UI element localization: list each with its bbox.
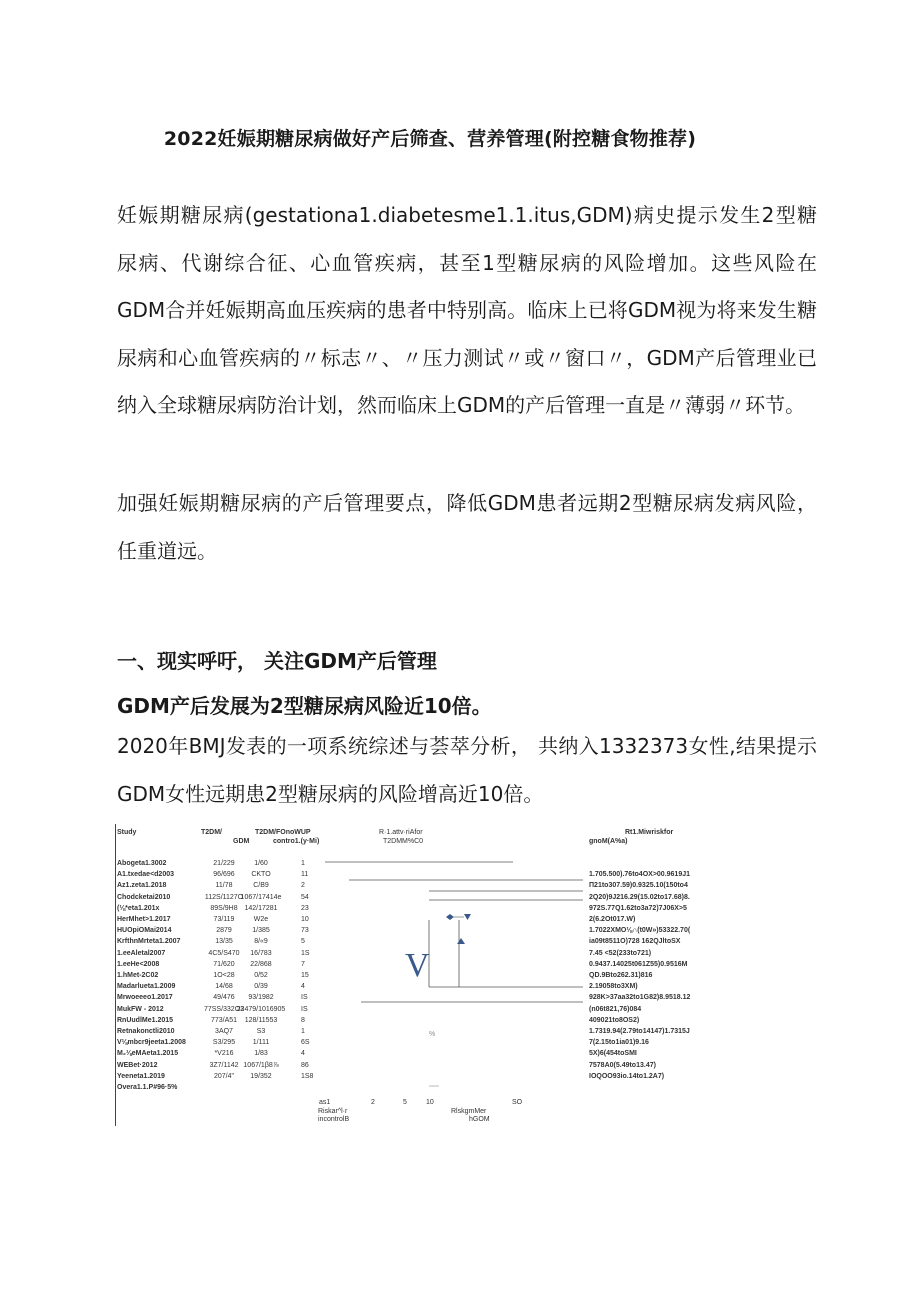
- followup-years: 7: [301, 960, 305, 968]
- control-count: 22/868: [250, 960, 272, 968]
- study-name: Yeeneta1.2019: [117, 1072, 165, 1080]
- point-marker-2: [464, 914, 471, 920]
- followup-years: 86: [301, 1061, 309, 1069]
- axis-tick-5: 5: [403, 1099, 407, 1106]
- summary-paragraph: 加强妊娠期糖尿病的产后管理要点，降低GDM患者远期2型糖尿病发病风险，任重道远。: [117, 491, 817, 563]
- followup-years: 11: [301, 871, 309, 879]
- study-name: Madarlueta1.2009: [117, 983, 176, 991]
- followup-years: 73: [301, 927, 309, 935]
- control-count: 22479/1016905: [236, 1005, 286, 1013]
- study-name: WEBet·2012: [117, 1061, 158, 1069]
- followup-years: 23: [301, 904, 309, 912]
- study-name: Mrwoeeeo1.2017: [117, 994, 173, 1002]
- point-marker-1: [446, 914, 454, 920]
- risk-ratio-text: 2.19058to3XM): [589, 983, 638, 991]
- gdm-count: 96/696: [213, 871, 235, 879]
- risk-ratio-text: 7(2.15to1ia01)9.16: [589, 1039, 649, 1047]
- followup-years: 15: [301, 972, 309, 979]
- risk-ratio-text: (n06t821,76)084: [589, 1005, 642, 1013]
- study-name: KrfthnMrteta1.2007: [117, 938, 181, 946]
- control-count: 1/111: [252, 1039, 270, 1047]
- axis-right-label-1: RlskgmMer: [451, 1108, 487, 1115]
- risk-ratio-text: 1.7319.94(2.79to14147)1.7315J: [589, 1028, 690, 1035]
- followup-years: 4: [301, 983, 305, 991]
- followup-years: 5: [301, 938, 305, 946]
- risk-ratio-text: 7.45 <52(233to721): [589, 949, 652, 957]
- gdm-count: 3AQ7: [215, 1028, 233, 1035]
- followup-years: 4: [301, 1050, 305, 1058]
- header-study: Study: [117, 829, 137, 836]
- section-heading: 一、现实呼吁， 关注GDM产后管理: [117, 649, 437, 673]
- control-count: S3: [256, 1028, 266, 1035]
- risk-ratio-text: 409021to8OS2): [589, 1016, 640, 1024]
- control-count: 128/11553: [244, 1016, 278, 1024]
- gdm-count: 13/35: [215, 938, 233, 946]
- header-rr: R·1.attv·riAfor: [379, 829, 423, 836]
- axis-tick-50: SO: [512, 1099, 523, 1106]
- risk-ratio-text: Π21to307.59)0.9325.10(150to4: [589, 882, 688, 890]
- gdm-count: 21/229: [213, 860, 235, 867]
- study-name: 1.eeHe<2008: [117, 960, 160, 968]
- gdm-count: 49/476: [213, 994, 235, 1002]
- gdm-count: 3Z7/1142: [209, 1061, 239, 1069]
- gdm-count: 73/119: [213, 916, 235, 923]
- header-rr-sub: T2DMM%C0: [383, 838, 424, 845]
- followup-years: 8: [301, 1016, 305, 1024]
- control-count: 1067/1β8⅞: [243, 1061, 279, 1069]
- control-count: 0/52: [254, 972, 268, 979]
- gdm-count: 2879: [216, 927, 232, 935]
- control-count: 142/17281: [244, 904, 278, 912]
- control-count: 1/60: [254, 860, 268, 867]
- followup-years: IS: [301, 994, 308, 1002]
- study-name: Chodcketai2010: [117, 893, 171, 901]
- study-name: HUOpiOMai2014: [117, 927, 172, 935]
- gdm-count: 773/A51: [210, 1016, 238, 1024]
- risk-ratio-text: 2Q20)9J216.29(15.02to17.68)8.: [589, 893, 690, 901]
- study-name: Az1.zeta1.2018: [117, 882, 167, 890]
- control-count: C/B9: [253, 882, 269, 890]
- gdm-count: 14/68: [215, 983, 233, 991]
- axis-right-label-2: hGOM: [469, 1116, 490, 1123]
- axis-tick-10: 10: [426, 1099, 434, 1106]
- followup-years: 54: [301, 893, 309, 901]
- control-count: 0/39: [254, 983, 268, 991]
- small-marker: %: [429, 1031, 436, 1038]
- axis-tick-1: as1: [319, 1099, 331, 1106]
- point-marker-3: [457, 938, 465, 944]
- gdm-count: 207/4": [213, 1072, 234, 1080]
- gdm-count: S3/295: [212, 1039, 236, 1047]
- control-count: W2e: [253, 916, 269, 923]
- study-name: (⅛*eta1.201x: [117, 904, 160, 912]
- risk-ratio-text: ia09t8511O)728 162QJltoSX: [589, 938, 681, 946]
- intro-paragraph: 妊娠期糖尿病(gestationa1.diabetesme1.1.itus,GDM)病史提示发生2型糖尿病、代谢综合征、心血管疾病，甚至1型糖尿病的风险增加。这些风险在GDM合并妊娠期高血压疾病的患者中特别高。临床上已将GDM视为将来发生糖尿病和心血管疾病的〃标志〃、〃压力测试〃或〃窗口〃，GDM产后管理业已纳入全球糖尿病防治计划，然而临床上GDM的产后管理一直是〃薄弱〃环节。: [117, 203, 817, 417]
- control-count: 93/1982: [248, 994, 274, 1002]
- gdm-count: 11/78: [215, 882, 233, 890]
- followup-years: IS: [301, 1005, 308, 1013]
- gdm-count: 1O<28: [213, 972, 235, 979]
- axis-left-label-1: Riskar^l·r: [318, 1108, 348, 1115]
- section-subheading: GDM产后发展为2型糖尿病风险近10倍。: [117, 694, 492, 718]
- axis-tick-2: 2: [371, 1099, 375, 1106]
- forest-plot-figure: [113, 824, 713, 1126]
- axis-left-label-2: incontrolB: [318, 1116, 350, 1123]
- study-name: 1.hMet-2C02: [117, 972, 159, 979]
- document-title: 2022妊娠期糖尿病做好产后筛查、营养管理(附控糖食物推荐): [163, 128, 697, 150]
- risk-ratio-text: 7578A0(5.49to13.47): [589, 1061, 656, 1069]
- study-name: Overa1.1.P#96·5%: [117, 1084, 178, 1091]
- risk-ratio-text: 1.7022XMO⅛∩(t0W»)53322.70(: [589, 927, 691, 935]
- study-name: MukFW - 2012: [117, 1005, 164, 1013]
- study-name: 1.eeAletal2007: [117, 949, 166, 957]
- followup-years: 1S: [301, 949, 310, 957]
- followup-years: 6S: [301, 1039, 310, 1047]
- study-name: V⅛mbcr9jeeta1.2008: [117, 1039, 186, 1047]
- header-t2dm-control: T2DM/FOnoWUP: [255, 829, 311, 836]
- followup-years: 1: [301, 1028, 305, 1035]
- gdm-count: 71/620: [213, 960, 235, 968]
- risk-ratio-text: 0.9437.14025t061Z55)0.9516M: [589, 960, 688, 968]
- gdm-count: 112S/1127O: [204, 893, 244, 901]
- header-rt-sub: gnoM(A%a): [589, 838, 628, 845]
- followup-years: 1S8: [301, 1072, 314, 1080]
- risk-ratio-text: 928K>37aa32to1G82)8.9518.12: [589, 994, 691, 1002]
- study-name: Abogeta1.3002: [117, 860, 167, 867]
- control-count: 1067/17414e: [240, 893, 282, 901]
- control-count: CKTO: [251, 871, 271, 879]
- study-name: RnUudlMe1.2015: [117, 1016, 174, 1024]
- gdm-count: *V216: [214, 1050, 234, 1058]
- study-name: Retnakonctli2010: [117, 1028, 175, 1035]
- risk-ratio-text: 972S.77Q1.62to3a72)7J06X>5: [589, 904, 687, 912]
- study-name: HerMhet>1.2017: [117, 916, 171, 923]
- followup-years: 1: [301, 860, 305, 867]
- risk-ratio-text: 5X)6(454toSMI: [589, 1050, 637, 1058]
- gdm-count: 77SS/332O3: [203, 1005, 245, 1013]
- risk-ratio-text: QD.9Bto262.31)816: [589, 972, 653, 979]
- header-t2dm-gdm: T2DM/: [201, 829, 222, 836]
- study-name: A1.txedae<d2003: [117, 871, 175, 879]
- control-count: 1/83: [254, 1050, 268, 1058]
- risk-ratio-text: IOQOO93io.14to1.2A7): [589, 1072, 665, 1080]
- study-paragraph: 2020年BMJ发表的一项系统综述与荟萃分析， 共纳入1332373女性,结果提示GDM女性远期患2型糖尿病的风险增高近10倍。: [117, 734, 817, 806]
- header-rt: Rt1.Miwriskfor: [625, 829, 674, 836]
- forest-plot-svg: [113, 824, 713, 1126]
- control-count: 1/385: [252, 927, 270, 935]
- header-control-sub: contro1.(y·Mi): [273, 838, 320, 845]
- control-count: 8/«9: [254, 938, 268, 946]
- followup-years: 2: [301, 882, 305, 890]
- header-gdm: GDM: [233, 838, 250, 845]
- control-count: 16/783: [250, 949, 272, 957]
- risk-ratio-text: 1.705.500).76to4OX>00.9619J1: [589, 871, 690, 879]
- risk-ratio-text: 2(6.2Ot017.W): [589, 916, 636, 923]
- overall-estimate-symbol: V: [405, 947, 430, 984]
- gdm-count: 89S/9H8: [210, 904, 238, 912]
- followup-years: 10: [301, 916, 309, 923]
- control-count: 19/352: [250, 1072, 272, 1080]
- study-name: M₂⅛eMAeta1.2015: [117, 1050, 179, 1058]
- gdm-count: 4C5/S470: [208, 949, 240, 957]
